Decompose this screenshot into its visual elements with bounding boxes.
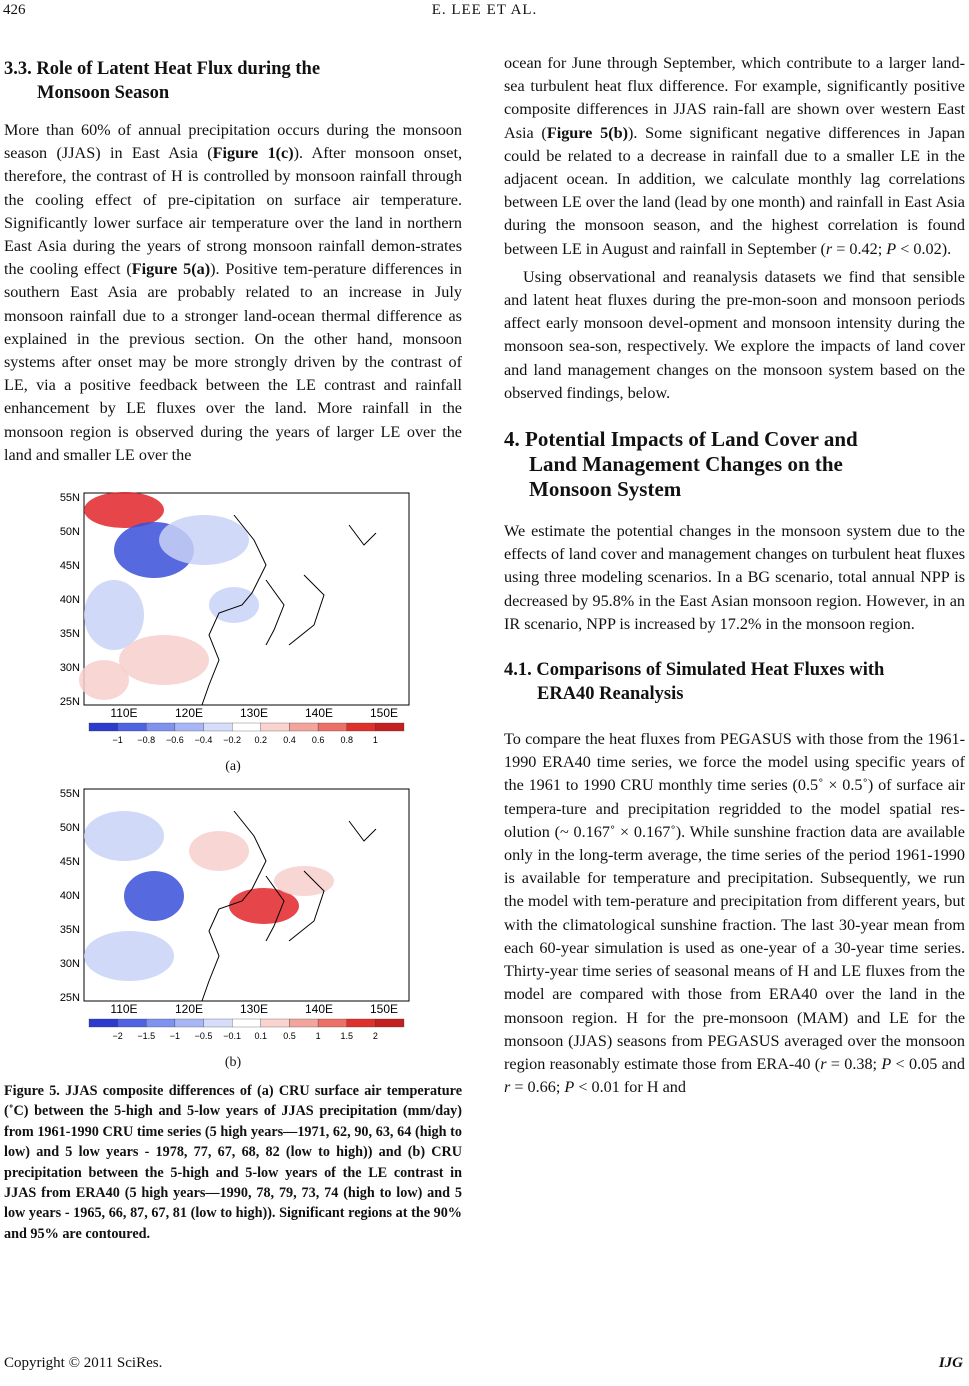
colorbar-label: 1	[372, 735, 378, 746]
lon-tick-label: 120E	[174, 706, 204, 721]
colorbar-label: −0.4	[194, 735, 213, 746]
lat-tick-label: 25N	[59, 992, 80, 1005]
field-region	[84, 580, 144, 650]
text-run: = 0.42;	[832, 239, 887, 258]
colorbar-segment	[89, 1019, 118, 1027]
map-panel-a	[4, 485, 462, 750]
heading-line: Monsoon Season	[37, 83, 170, 103]
figure-caption: Figure 5. JJAS composite differences of (a) CRU surface air temperature (˚C) between the 5-high and 5-low years of JJAS precipitation (mm/day) from 1961-1990 CRU time series (5 high years—1971, 62, 90, 63, 64 (high to low) and 5 low years - 1978, 77, 67, 68, 82 (low to high)) and (b) CRU precipitation between the 5-high and 5-low years of the LE contrast in JJAS from ERA40 (5 high years—1990, 78, 79, 73, 74 (high to low) and 5 low years - 1965, 66, 87, 67, 81 (low to high)). Significant regions at the 90% and 95% are contoured.	[4, 1083, 462, 1242]
lon-tick-label: 110E	[110, 706, 138, 721]
field-region	[189, 831, 249, 871]
colorbar-segment	[289, 723, 318, 731]
colorbar-label: 2	[372, 1031, 378, 1042]
colorbar-segment	[318, 723, 347, 731]
lat-tick-label: 55N	[59, 788, 80, 801]
colorbar-label: 0.2	[254, 735, 268, 746]
field-region	[274, 866, 334, 896]
journal-name: IJG	[938, 1355, 963, 1371]
text-run: More than 60% of annual precipitation occurs during the monsoon season (JJAS) in East Asia (	[4, 121, 462, 163]
colorbar-segment	[318, 1019, 347, 1027]
left-column	[4, 50, 462, 1244]
text-run: ). Some significant negative differences in Japan could be related to a decrease in rainfall due to a smaller LE in the adjacent ocean. In addition, we calculate monthly lag correlations between LE over the land (lead by one month) and rainfall in East Asia during the monsoon season, and the highest correlation is found between LE in August and rainfall in September (	[504, 123, 965, 258]
colorbar-segment	[347, 1019, 376, 1027]
colorbar-segment	[204, 723, 233, 731]
lat-tick-label: 45N	[59, 856, 80, 869]
colorbar-segment	[232, 1019, 261, 1027]
section-4-heading	[504, 427, 965, 502]
paragraph	[504, 52, 965, 261]
lon-tick-label: 150E	[369, 1002, 399, 1017]
lon-tick-label: 110E	[110, 1002, 138, 1017]
heading-line: Potential Impacts of Land Cover and	[525, 427, 858, 452]
colorbar-segment	[375, 723, 404, 731]
colorbar-segment	[232, 723, 261, 731]
heading-line: Land Management Changes on the	[529, 452, 843, 477]
symbol: P	[886, 239, 897, 258]
colorbar-label: 0.8	[340, 735, 353, 746]
panel-b-label: (b)	[224, 1055, 242, 1071]
symbol: r	[825, 239, 833, 258]
field-region	[159, 515, 249, 565]
colorbar-label: −1	[112, 735, 123, 746]
figure-ref: Figure 5(a)	[131, 260, 211, 279]
heading-line: Role of Latent Heat Flux during the	[36, 59, 321, 79]
colorbar-label: −2	[112, 1031, 123, 1042]
lat-tick-label: 25N	[59, 696, 80, 709]
colorbar-label: 0.1	[254, 1031, 268, 1042]
section-3-3-heading	[4, 57, 462, 105]
heading-line: Monsoon System	[529, 477, 682, 502]
colorbar-segment	[261, 723, 290, 731]
field-region	[84, 811, 164, 861]
page-header	[0, 0, 969, 30]
colorbar-segment	[146, 723, 175, 731]
field-region	[119, 635, 209, 685]
text-run: ). Positive tem-perature differences in southern East Asia are probably related to an increase in July monsoon rainfall due to a stronger land-ocean thermal difference as explained in the previous section. On the other hand, monsoon systems after onset may be more strongly driven by the contrast of LE, via a positive feedback between the LE contrast and rainfall enhancement by LE fluxes over the land. More rainfall in the monsoon region is observed during the years of larger LE over the land and smaller LE over the	[4, 260, 462, 464]
symbol: r	[820, 1054, 827, 1073]
field-region	[124, 871, 184, 921]
symbol: r	[504, 1078, 511, 1097]
heading-line: ERA40 Reanalysis	[537, 684, 684, 705]
colorbar-label: −0.2	[223, 735, 242, 746]
colorbar-label: −0.5	[194, 1031, 213, 1042]
colorbar-label: −1	[169, 1031, 181, 1042]
colorbar-segment	[347, 723, 376, 731]
panel-a-label: (a)	[225, 759, 241, 775]
paragraph	[504, 728, 965, 1099]
colorbar-label: 1	[315, 1031, 321, 1042]
map-panel-b	[4, 781, 462, 1046]
text-run: < 0.01 for H and	[574, 1078, 686, 1097]
lon-tick-label: 120E	[174, 1002, 204, 1017]
section-4-1-heading	[504, 658, 965, 706]
colorbar-segment	[89, 723, 118, 731]
text-run: = 0.66;	[510, 1078, 565, 1097]
colorbar-segment	[375, 1019, 404, 1027]
symbol: P	[564, 1078, 575, 1097]
lat-tick-label: 50N	[59, 822, 80, 835]
colorbar-segment	[118, 1019, 147, 1027]
colorbar-label: −0.6	[166, 735, 184, 746]
lon-tick-label: 130E	[239, 706, 269, 721]
colorbar-label: −0.1	[223, 1031, 242, 1042]
colorbar-segment	[118, 723, 147, 731]
colorbar-label: 0.6	[311, 735, 325, 746]
colorbar-label: 1.5	[340, 1031, 353, 1042]
text-run: ocean for June through September, which contribute to a larger land-sea turbulent heat flux difference. For example, significantly positive composite differences in JJAS rain-fall are shown over western East Asia (	[504, 54, 965, 142]
right-column	[504, 52, 965, 1099]
field-region	[84, 931, 174, 981]
colorbar-segment	[146, 1019, 175, 1027]
colorbar-label: 0.4	[283, 735, 296, 746]
colorbar-segment	[261, 1019, 290, 1027]
lat-tick-label: 50N	[59, 526, 80, 539]
lon-tick-label: 130E	[239, 1002, 269, 1017]
figure-5	[4, 485, 462, 1244]
colorbar-segment	[175, 723, 204, 731]
section-number: 4.	[504, 427, 520, 452]
text-run: ). After monsoon onset, therefore, the contrast of H is controlled by monsoon rainfall through the cooling effect of pre-cipitation on surface air temperature. Significantly lower surface air temperature over the land in northern East Asia during the years of strong monsoon rainfall demon-strates the cooling effect (	[4, 144, 462, 279]
figure-ref: Figure 5(b)	[546, 123, 628, 142]
lat-tick-label: 30N	[59, 958, 80, 971]
text-run: < 0.05 and	[891, 1054, 965, 1073]
figure-ref: Figure 1(c)	[212, 144, 294, 163]
paragraph: Using observational and reanalysis datasets we find that sensible and latent heat fluxes during the pre-mon-soon and monsoon periods affect early monsoon devel-opment and monsoon intensity during the monsoon sea-son, respectively. We explore the impacts of land cover and land management changes on the monsoon system based on the observed findings, below.	[504, 267, 965, 402]
lat-tick-label: 55N	[59, 492, 80, 505]
lat-tick-label: 45N	[59, 560, 80, 573]
page-number: 426	[3, 2, 26, 18]
colorbar-label: −1.5	[137, 1031, 156, 1042]
paragraph: We estimate the potential changes in the monsoon system due to the effects of land cover and management changes on turbulent heat fluxes using three modeling scenarios. In a BG scenario, total annual NPP is decreased by 95.8% in the East Asian monsoon region. However, in an IR scenario, NPP is increased by 17.2% in the monsoon region.	[504, 522, 965, 633]
lon-tick-label: 150E	[369, 706, 399, 721]
colorbar-label: 0.5	[283, 1031, 296, 1042]
lat-tick-label: 40N	[59, 890, 80, 903]
running-head: E. LEE ET AL.	[431, 2, 538, 18]
lon-tick-label: 140E	[304, 1002, 334, 1017]
lat-tick-label: 30N	[59, 662, 80, 675]
colorbar-segment	[204, 1019, 233, 1027]
colorbar-segment	[289, 1019, 318, 1027]
text-run: = 0.38;	[826, 1054, 882, 1073]
section-number: 3.3.	[4, 59, 32, 79]
colorbar-segment	[175, 1019, 204, 1027]
text-run: To compare the heat fluxes from PEGASUS with those from the 1961-1990 ERA40 time series, we force the model using specific years of the 1961 to 1990 CRU monthly time series (0.5˚ × 0.5˚) of surface air tempera-ture and precipitation regridded to the model spatial res-olution (~ 0.167˚ × 0.167˚). While sunshine fraction data are available only in the long-term average, the time series of the period 1961-1990 is available for temperature and precipitation. Subsequently, we run the model with tem-perature and precipitation from different years, but with the climatological sunshine fraction. The last 30-year mean from each 60-year simulation is used as one-year of a 30-year time series. Thirty-year time series of seasonal means of H and LE fluxes from the model are compared with those from ERA40 over the land in the monsoon region. H for the pre-monsoon (MAM) and LE for the monsoon (JJAS) seasons from PEGASUS averaged over the monsoon region reasonably estimate those from ERA-40 (	[504, 730, 965, 1073]
paragraph	[4, 119, 462, 467]
text-run: < 0.02).	[896, 239, 952, 258]
heading-line: Comparisons of Simulated Heat Fluxes with	[536, 660, 885, 681]
lat-tick-label: 35N	[59, 924, 80, 937]
symbol: P	[881, 1054, 892, 1073]
lat-tick-label: 40N	[59, 594, 80, 607]
copyright: Copyright © 2011 SciRes.	[4, 1355, 163, 1371]
lat-tick-label: 35N	[59, 628, 80, 641]
section-number: 4.1.	[504, 660, 532, 681]
lon-tick-label: 140E	[304, 706, 334, 721]
colorbar-label: −0.8	[137, 735, 156, 746]
field-region	[79, 660, 129, 700]
